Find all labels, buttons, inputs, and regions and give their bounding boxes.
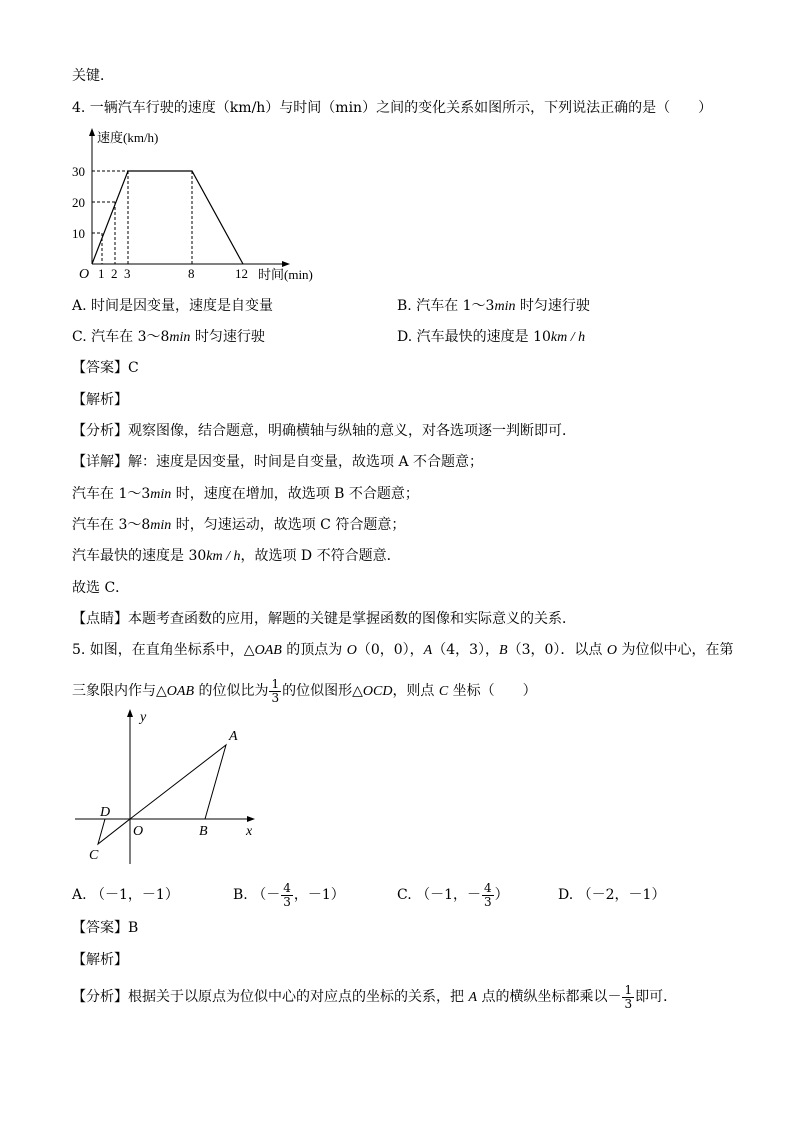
q5-x-arrow (247, 816, 255, 822)
q5-triangle-ocd (98, 819, 130, 844)
q4-xtick-8: 8 (188, 266, 195, 281)
q4-option-a: A. 时间是因变量，速度是自变量 (72, 298, 274, 314)
q4-speed-time-graph (70, 124, 340, 284)
q5-option-b: B. （－ $\frac{4}{3}$ ，－1） (233, 880, 345, 909)
q4-ytick-10: 10 (72, 226, 85, 241)
q5-fenxi: 【分析】根据关于以原点为位似中心的对应点的坐标的关系，把 A 点的横纵坐标都乘以－ $\frac{1}{3}$ 即可． (72, 982, 678, 1011)
q4-option-c: C. 汽车在 3～8min 时匀速行驶 (72, 329, 265, 345)
q4-jiexi: 【解析】 (72, 392, 128, 408)
q5-label-x: x (246, 824, 253, 839)
q5-label-y: y (140, 710, 147, 725)
q4-line4: 汽车最快的速度是 30km / h，故选项 D 不符合题意． (72, 548, 401, 564)
q4-line2: 汽车在 1～3min 时，速度在增加，故选项 B 不合题意； (72, 486, 419, 502)
q4-ytick-30: 30 (72, 164, 85, 179)
q4-option-d: D. 汽车最快的速度是 10km / h (397, 329, 586, 345)
q5-triangle-oab (130, 745, 226, 819)
q4-xiangjie: 【详解】解：速度是因变量，时间是自变量，故选项 A 不合题意； (72, 454, 484, 470)
q4-xtick-1: 1 (98, 266, 105, 281)
q5-stem-line1: 5. 如图，在直角坐标系中，△OAB 的顶点为 O（0，0），A（4，3），B（3，0）．以点 O 为位似中心，在第 (72, 642, 734, 658)
q5-coordinate-figure (70, 704, 270, 869)
q4-answer: 【答案】C (72, 360, 139, 376)
q4-ylabel: 速度(km/h) (97, 130, 159, 145)
q5-label-d: D (100, 805, 111, 820)
q4-origin: O (79, 267, 90, 282)
q5-label-o: O (133, 824, 144, 839)
q4-y-arrow (89, 128, 95, 136)
q5-stem-line2: 三象限内作与△OAB 的位似比为 $\frac{1}{3}$ 的位似图形△OCD，则点 C 坐标（ ） (72, 676, 537, 705)
top-line: 关键． (72, 68, 114, 84)
q4-xtick-2: 2 (111, 266, 118, 281)
q5-option-c: C. （－1，－ $\frac{4}{3}$ ） (397, 880, 509, 909)
q5-y-arrow (127, 709, 133, 717)
q4-xlabel: 时间(min) (258, 267, 313, 282)
q4-dianjing: 【点睛】本题考查函数的应用，解题的关键是掌握函数的图像和实际意义的关系． (72, 611, 576, 627)
q5-jiexi: 【解析】 (72, 952, 128, 968)
q4-option-b: B. 汽车在 1～3min 时匀速行驶 (397, 298, 590, 314)
fraction-one-third: $\frac{1}{3}$ (271, 676, 280, 705)
q4-choose: 故选 C． (72, 580, 130, 596)
q4-xtick-3: 3 (124, 266, 131, 281)
q4-fenxi: 【分析】观察图像，结合题意，明确横轴与纵轴的意义，对各选项逐一判断即可． (72, 423, 576, 439)
q5-label-c: C (89, 848, 99, 863)
q4-xtick-12: 12 (235, 266, 248, 281)
q5-option-d: D. （－2，－1） (558, 887, 666, 903)
q4-stem: 4. 一辆汽车行驶的速度（km/h）与时间（min）之间的变化关系如图所示，下列说法正确的是（ ） (72, 100, 713, 116)
q5-label-a: A (229, 729, 238, 744)
q4-line3: 汽车在 3～8min 时，匀速运动，故选项 C 符合题意； (72, 517, 406, 533)
q5-answer: 【答案】B (72, 920, 139, 936)
q4-ytick-20: 20 (72, 195, 85, 210)
q5-option-a: A. （－1，－1） (72, 887, 179, 903)
q5-label-b: B (199, 824, 208, 839)
